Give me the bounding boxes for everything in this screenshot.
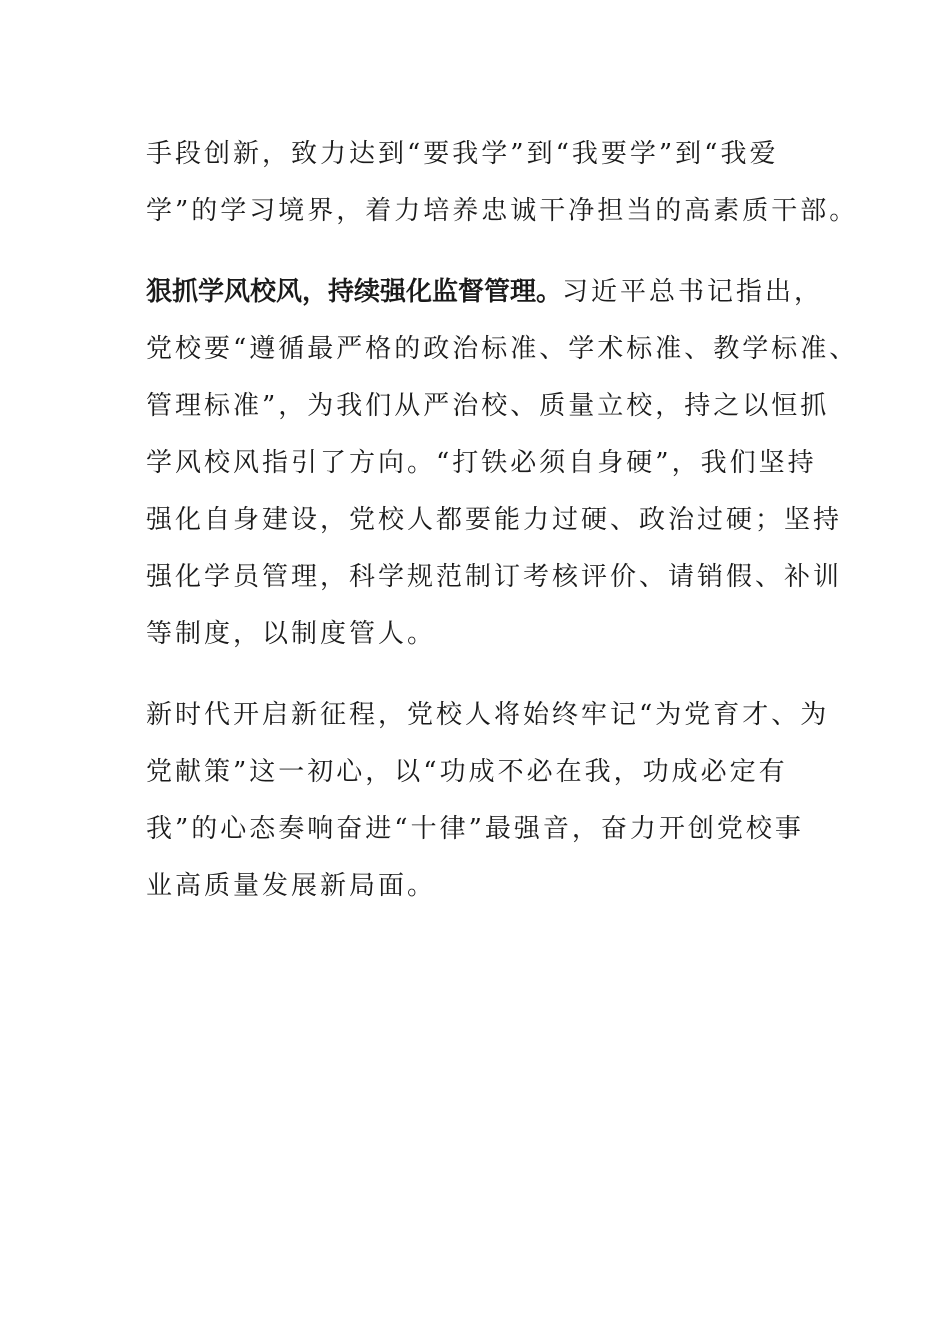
text-line: 强化自身建设，党校人都要能力过硬、政治过硬；坚持 bbox=[146, 505, 843, 535]
text-line: 党校要“遵循最严格的政治标准、学术标准、教学标准、 bbox=[146, 334, 859, 364]
text-line: 强化学员管理，科学规范制订考核评价、请销假、补训 bbox=[146, 562, 843, 592]
bold-lead-heading: 狠抓学风校风，持续强化监督管理。 bbox=[146, 277, 563, 307]
paragraph-spacer bbox=[146, 663, 826, 687]
text-line: 新时代开启新征程，党校人将始终牢记“为党育才、为 bbox=[146, 700, 830, 730]
text-line: 等制度，以制度管人。 bbox=[146, 619, 437, 649]
paragraph-spacer bbox=[146, 240, 826, 264]
text-line: 学”的学习境界，着力培养忠诚干净担当的高素质干部。 bbox=[146, 196, 859, 226]
paragraph-3 bbox=[146, 687, 830, 915]
text-line: 我”的心态奏响奋进“十律”最强音，奋力开创党校事 bbox=[146, 814, 804, 844]
text-line: 手段创新，致力达到“要我学”到“我要学”到“我爱 bbox=[146, 139, 779, 169]
paragraph-1 bbox=[146, 126, 859, 240]
document-body bbox=[146, 126, 859, 915]
text-line: 业高质量发展新局面。 bbox=[146, 871, 437, 901]
text-line: 管理标准”，为我们从严治校、质量立校，持之以恒抓 bbox=[146, 391, 830, 421]
text-line: 党献策”这一初心，以“功成不必在我，功成必定有 bbox=[146, 757, 788, 787]
text-line-with-lead bbox=[146, 264, 826, 321]
text-line: 学风校风指引了方向。“打铁必须自身硬”，我们坚持 bbox=[146, 448, 817, 478]
paragraph-2 bbox=[146, 264, 859, 663]
lead-line-rest: 习近平总书记指出， bbox=[562, 277, 824, 307]
